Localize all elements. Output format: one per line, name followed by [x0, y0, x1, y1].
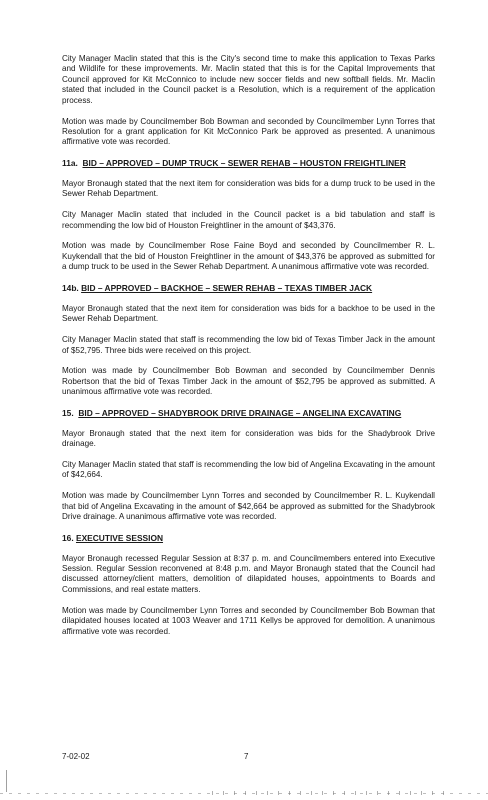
footer-date: 7-02-02: [62, 752, 90, 761]
paragraph: Mayor Bronaugh stated that the next item for consideration was bids for the Shadybrook Drive drainage.: [62, 428, 435, 449]
section-heading-16: [62, 533, 435, 544]
paragraph: City Manager Maclin stated that included in the Council packet is a bid tabulation and staff is recommending the low bid of Houston Freightliner in the amount of $43,376.: [62, 210, 435, 230]
section-number: 16.: [62, 533, 74, 544]
section-title: BID – APPROVED – DUMP TRUCK – SEWER REHAB – HOUSTON FREIGHTLINER: [82, 158, 406, 169]
section-heading-11a: [62, 158, 435, 169]
paragraph: Motion was made by Councilmember Lynn Torres and seconded by Councilmember R. L. Kuykendall that bid of Angelina Excavating in the amount of $42,664 be approved as submitted for the Shadybrook Drive drainage. A unanimous affirmative vote was recorded.: [62, 491, 435, 522]
section-heading-11b: [62, 283, 435, 294]
paragraph: Motion was made by Councilmember Lynn Torres and seconded by Councilmember Bob Bowman that dilapidated houses located at 1003 Weaver and 1711 Kellys be approved for demolition. A unanimous affirmative vote was recorded.: [62, 605, 435, 636]
section-number: 15.: [62, 408, 74, 419]
section-heading-15: [62, 408, 435, 419]
scan-artifact: [6, 770, 7, 792]
minutes-body: [62, 54, 435, 648]
paragraph: Motion was made by Councilmember Bob Bowman and seconded by Councilmember Lynn Torres that Resolution for a grant application for Kit McConnico Park be approved as presented. A unanimous affirmative vote was recorded.: [62, 116, 435, 147]
paragraph: Mayor Bronaugh stated that the next item for consideration was bids for a dump truck to be used in the Sewer Rehab Department.: [62, 178, 435, 199]
section-title: BID – APPROVED – SHADYBROOK DRIVE DRAINAGE – ANGELINA EXCAVATING: [78, 408, 402, 419]
paragraph: City Manager Maclin stated that staff is recommending the low bid of Angelina Excavating in the amount of $42,664.: [62, 460, 435, 480]
paragraph: Mayor Bronaugh stated that the next item for consideration was bids for a backhoe to be used in the Sewer Rehab Department.: [62, 303, 435, 324]
scan-artifact: [212, 791, 452, 795]
paragraph: Mayor Bronaugh recessed Regular Session at 8:37 p. m. and Councilmembers entered into Executive Session. Regular Session reconvened at 8:48 p.m. and Mayor Bronaugh stated that the Council had discussed attorney/client matters, demolition of dilapidated houses, appointments to Boards and Commissions, and real estate matters.: [62, 553, 435, 594]
section-number: 14b.: [62, 283, 79, 294]
section-title: EXECUTIVE SESSION: [75, 533, 164, 544]
paragraph: City Manager Maclin stated that this is the City's second time to make this application to Texas Parks and Wildlife for these improvements. Mr. Maclin stated that this is for the Capital Improvements that Council approved for Kit McConnico to include new soccer fields and new softball fields. Mr. Maclin stated that included in the Council packet is a Resolution, which is a requirement of the application process.: [62, 54, 435, 105]
section-number: 11a.: [62, 158, 78, 169]
paragraph: City Manager Maclin stated that staff is recommending the low bid of Texas Timber Jack in the amount of $52,795. Three bids were received on this project.: [62, 335, 435, 355]
page-number: 7: [244, 752, 249, 761]
section-title: BID – APPROVED – BACKHOE – SEWER REHAB – TEXAS TIMBER JACK: [81, 283, 373, 294]
paragraph: Motion was made by Councilmember Bob Bowman and seconded by Councilmember Dennis Robertson that the bid of Texas Timber Jack in the amount of $52,795 be approved as submitted. A unanimous affirmative vote was recorded.: [62, 366, 435, 397]
paragraph: Motion was made by Councilmember Rose Faine Boyd and seconded by Councilmember R. L. Kuykendall that the bid of Houston Freightliner in the amount of $43,376 be approved as submitted for a dump truck to be used in the Sewer Rehab Department. A unanimous affirmative vote was recorded.: [62, 241, 435, 272]
